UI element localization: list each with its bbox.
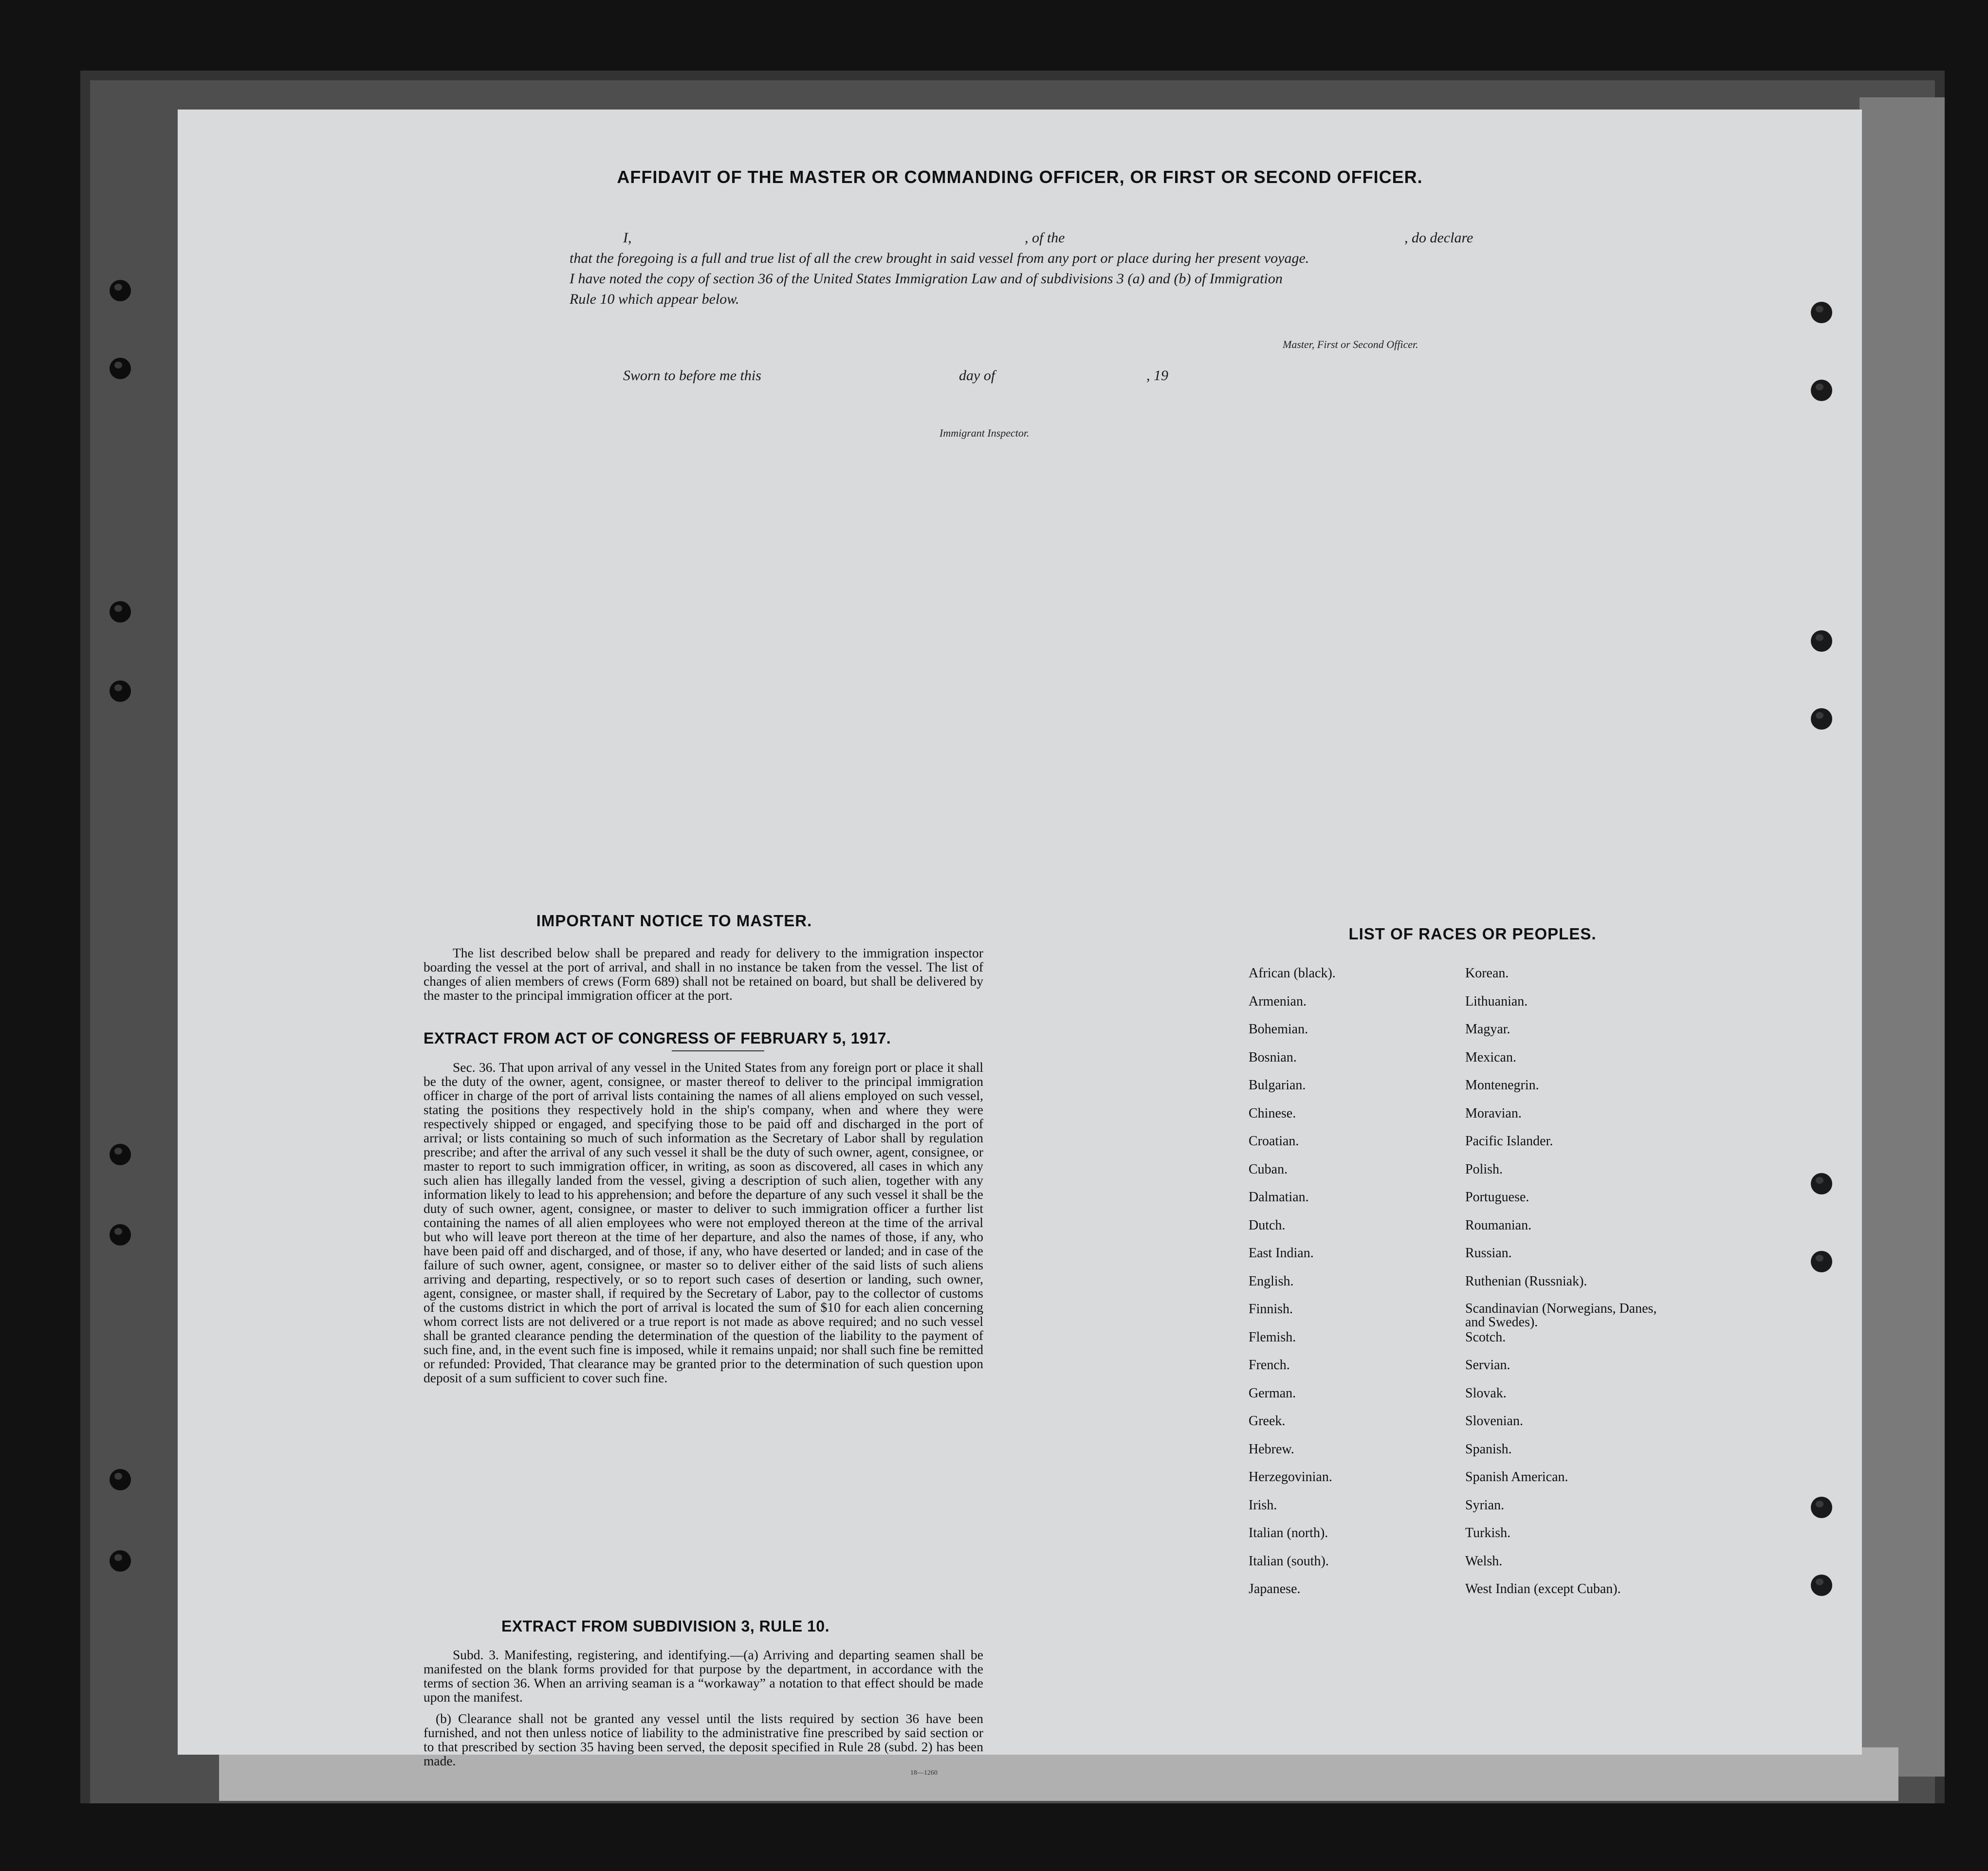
race-item: Scandinavian (Norwegians, Danes, and Swedes).	[1465, 1301, 1657, 1330]
race-item: Russian.	[1465, 1246, 1512, 1261]
race-item: Japanese.	[1249, 1581, 1301, 1596]
race-item: Cuban.	[1249, 1161, 1288, 1177]
race-item: Lithuanian.	[1465, 993, 1528, 1009]
race-item: Slovenian.	[1465, 1413, 1523, 1429]
race-item: Syrian.	[1465, 1497, 1505, 1513]
master-signature-caption: Master, First or Second Officer.	[1283, 338, 1418, 350]
binder-hole	[1811, 1173, 1832, 1194]
affidavit-line-of: , of the	[1025, 230, 1065, 246]
race-item: Bosnian.	[1249, 1049, 1297, 1065]
extract-rule-title: EXTRACT FROM SUBDIVISION 3, RULE 10.	[501, 1617, 830, 1635]
race-item: Roumanian.	[1465, 1217, 1532, 1233]
race-item: Finnish.	[1249, 1302, 1293, 1317]
race-item: Magyar.	[1465, 1022, 1510, 1037]
race-item: Servian.	[1465, 1357, 1510, 1373]
affidavit-line-i: I,	[623, 230, 632, 246]
race-item: Polish.	[1465, 1161, 1503, 1177]
binder-hole	[110, 1550, 131, 1572]
year-text: , 19	[1146, 367, 1168, 384]
form-number: 18—1260	[910, 1769, 938, 1777]
binder-hole	[110, 1469, 131, 1490]
race-item: Bulgarian.	[1249, 1078, 1306, 1093]
race-item: Scotch.	[1465, 1329, 1506, 1345]
document-page	[178, 110, 1862, 1777]
race-item: Hebrew.	[1249, 1441, 1294, 1457]
binder-hole	[110, 1224, 131, 1246]
sworn-text: Sworn to before me this	[623, 367, 761, 384]
race-item: Croatian.	[1249, 1134, 1299, 1149]
race-item: East Indian.	[1249, 1246, 1314, 1261]
race-item: Herzegovinian.	[1249, 1469, 1332, 1485]
affidavit-line-2: that the foregoing is a full and true list of all the crew brought in said vessel from any port or place during her present voyage.	[570, 250, 1309, 266]
race-item: Italian (south).	[1249, 1553, 1329, 1569]
race-item: Portuguese.	[1465, 1190, 1529, 1205]
races-list-left	[1249, 966, 1458, 1610]
race-item: Dalmatian.	[1249, 1190, 1309, 1205]
day-of-text: day of	[959, 367, 995, 384]
race-item: Ruthenian (Russniak).	[1465, 1273, 1587, 1289]
race-item: Spanish American.	[1465, 1469, 1568, 1485]
races-list-right	[1465, 966, 1777, 1610]
binder-hole	[110, 601, 131, 623]
race-item: Turkish.	[1465, 1525, 1511, 1541]
race-item: English.	[1249, 1273, 1294, 1289]
race-item: Armenian.	[1249, 993, 1307, 1009]
race-item: Welsh.	[1465, 1553, 1503, 1569]
stacked-pages-edge	[1859, 97, 1945, 1777]
race-item: Greek.	[1249, 1413, 1286, 1429]
race-item: West Indian (except Cuban).	[1465, 1581, 1621, 1596]
binder-hole	[110, 280, 131, 301]
binder-hole	[1811, 302, 1832, 323]
race-item: Chinese.	[1249, 1105, 1296, 1121]
race-item: Mexican.	[1465, 1049, 1516, 1065]
binder-hole	[1811, 1497, 1832, 1518]
binder-hole	[1811, 630, 1832, 652]
race-item: German.	[1249, 1385, 1296, 1401]
race-item: Spanish.	[1465, 1441, 1512, 1457]
race-item: Irish.	[1249, 1497, 1277, 1513]
binder-hole	[110, 1144, 131, 1165]
race-item: Slovak.	[1465, 1385, 1507, 1401]
binder-hole	[1811, 1575, 1832, 1596]
races-title: LIST OF RACES OR PEOPLES.	[1348, 925, 1597, 943]
notice-text: The list described below shall be prepared and ready for delivery to the immigration inspector boarding the vessel at the port of arrival, and shall in no instance be taken from the vessel. The list of changes of alien members of crews (Form 689) shall not be retained on board, but shall be delivered by the master to the principal immigration officer at the port.	[423, 945, 983, 1003]
race-item: Montenegrin.	[1465, 1078, 1539, 1093]
extract-act-text: Sec. 36. That upon arrival of any vessel in the United States from any foreign port or place it shall be the duty of the owner, agent, consignee, or master thereof to deliver to the principal immigration officer in charge of the port of arrival lists containing the names of all aliens employed on such vessel, stating the positions they respectively hold in the ship's company, when and where they were respectively shipped or engaged, and specifying those to be paid off and discharged in the port of arrival; or lists containing so much of such information as the Secretary of Labor shall by regulation prescribe; and after the arrival of any such vessel it shall be the duty of such owner, agent, consignee, or master to report to such immigration officer, in writing, as soon as discovered, all cases in which any such alien has illegally landed from the vessel, giving a description of such alien, together with any information likely to lead to his apprehension; and before the departure of any such vessel it shall be the duty of such owner, agent, consignee, or master to deliver to such immigration officer a further list containing the names of all alien employees who were not employed thereon at the time of the arrival but who will leave port thereon at the time of her departure, and also the names of those, if any, who have been paid off and discharged, and of those, if any, who have deserted or landed; and in case of the failure of such owner, agent, consignee, or master so to deliver either of the said lists of such aliens arriving and departing, respectively, or so to report such cases of desertion or landing, such owner, agent, consignee, or master shall, if required by the Secretary of Labor, pay to the collector of customs of the customs district in which the port of arrival is located the sum of $10 for each alien concerning whom correct lists are not delivered or a true report is not made as above required; and no such vessel shall be granted clearance pending the determination of the question of the liability to the payment of such fine, and, in the event such fine is imposed, while it remains unpaid; nor shall such fine be remitted or refunded: Provided, That clearance may be granted prior to the determination of such question upon deposit of a sum sufficient to cover such fine.	[423, 1060, 983, 1385]
notice-title: IMPORTANT NOTICE TO MASTER.	[536, 912, 812, 930]
race-item: Korean.	[1465, 966, 1509, 981]
race-item: Dutch.	[1249, 1217, 1286, 1233]
extract-act-title: EXTRACT FROM ACT OF CONGRESS OF FEBRUARY 5, 1917.	[423, 1029, 891, 1047]
binder-hole	[1811, 708, 1832, 730]
race-item: French.	[1249, 1357, 1290, 1373]
affidavit-line-3: I have noted the copy of section 36 of the United States Immigration Law and of subdivisions 3 (a) and (b) of Immigration	[570, 271, 1283, 287]
race-item: Bohemian.	[1249, 1022, 1308, 1037]
inspector-signature-caption: Immigrant Inspector.	[939, 427, 1030, 439]
affidavit-line-declare: , do declare	[1404, 230, 1473, 246]
extract-rule-text-b: (b) Clearance shall not be granted any vessel until the lists required by section 36 have been furnished, and not then unless notice of liability to the administrative fine prescribed by said section or to that prescribed by section 35 having been served, the deposit specified in Rule 28 (subd. 2) has been made.	[423, 1711, 983, 1768]
race-item: Moravian.	[1465, 1105, 1522, 1121]
binder-hole	[110, 680, 131, 702]
binder-hole	[1811, 380, 1832, 401]
binder-hole	[110, 358, 131, 379]
affidavit-line-4: Rule 10 which appear below.	[570, 291, 739, 307]
binder-hole	[1811, 1251, 1832, 1272]
race-item: Italian (north).	[1249, 1525, 1328, 1541]
title-underline	[672, 1050, 764, 1051]
race-item: Flemish.	[1249, 1329, 1296, 1345]
affidavit-title: AFFIDAVIT OF THE MASTER OR COMMANDING OFFICER, OR FIRST OR SECOND OFFICER.	[617, 167, 1423, 187]
extract-rule-text-a: Subd. 3. Manifesting, registering, and identifying.—(a) Arriving and departing seamen shall be manifested on the blank forms provided for that purpose by the department, in accordance with the terms of section 36. When an arriving seaman is a “workaway” a notation to that effect should be made upon the manifest.	[423, 1647, 983, 1705]
race-item: African (black).	[1249, 966, 1336, 981]
race-item: Pacific Islander.	[1465, 1134, 1553, 1149]
